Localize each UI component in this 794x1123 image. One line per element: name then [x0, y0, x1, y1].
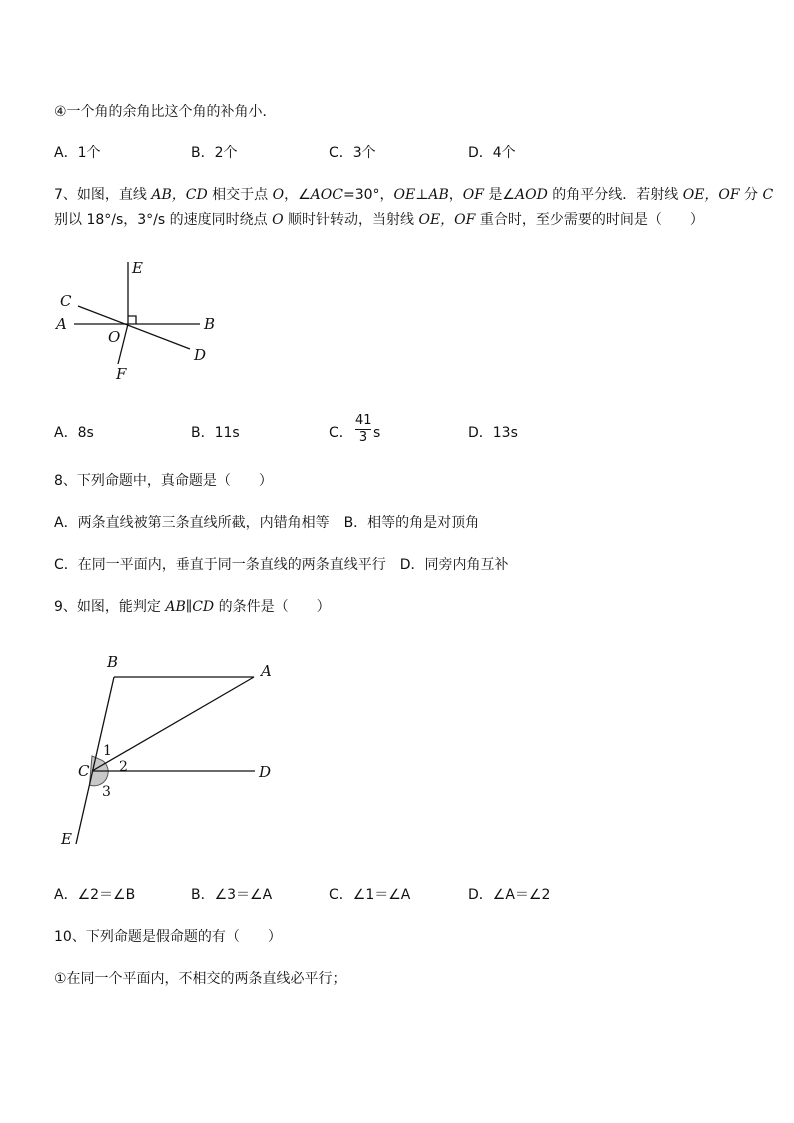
q8-options-ab: A．两条直线被第三条直线所截，内错角相等 B．相等的角是对顶角: [54, 515, 480, 531]
angle-2-label: 2: [119, 759, 128, 775]
label-b: B: [107, 653, 119, 671]
q6-option-a: A．1个: [54, 145, 101, 161]
label-o: O: [108, 328, 121, 346]
label-e: E: [61, 830, 72, 848]
right-angle-mark: [128, 316, 136, 324]
label-e: E: [132, 259, 143, 277]
q7-option-c-fraction: [355, 414, 371, 445]
q9-option-a: A．∠2＝∠B: [54, 887, 136, 903]
angle-1-label: 1: [103, 743, 112, 759]
label-c: C: [60, 292, 72, 310]
q7-option-c-prefix: C．: [329, 425, 353, 441]
q7-option-d: D．13s: [468, 425, 518, 441]
label-a: A: [56, 315, 67, 333]
q6-option-b: B．2个: [191, 145, 238, 161]
label-d: D: [194, 346, 207, 364]
label-d: D: [259, 763, 272, 781]
q7-stem-line1: 7、如图，直线 AB，CD 相交于点 O，∠AOC=30°，OE⊥AB，OF 是∠AOD 的角平分线．若射线 OE，OF 分 C: [54, 187, 774, 203]
q7-option-c-unit: s: [373, 425, 381, 441]
line-be: [76, 677, 114, 844]
q9-figure: [55, 650, 285, 855]
q10-item-1: ①在同一个平面内，不相交的两条直线必平行；: [54, 971, 347, 987]
q8-stem: 8、下列命题中，真命题是（ ）: [54, 473, 273, 489]
q7-figure: [50, 254, 230, 384]
q7-stem-line2: 别以 18°/s，3°/s 的速度同时绕点 O 顺时针转动，当射线 OE，OF 重合时，至少需要的时间是（ ）: [54, 212, 704, 228]
q9-stem: 9、如图，能判定 AB∥CD 的条件是（ ）: [54, 599, 331, 615]
q6-option-c: C．3个: [329, 145, 376, 161]
q7-option-b: B．11s: [191, 425, 240, 441]
fraction-denominator: 3: [358, 430, 368, 445]
angle-3-label: 3: [102, 784, 111, 800]
label-f: F: [116, 365, 127, 383]
q8-options-cd: C．在同一平面内，垂直于同一条直线的两条直线平行 D．同旁内角互补: [54, 557, 509, 573]
q9-option-d: D．∠A＝∠2: [468, 887, 551, 903]
fraction-numerator: 41: [355, 413, 372, 428]
label-b: B: [204, 315, 216, 333]
label-a: A: [261, 662, 272, 680]
q6-statement-4: ④一个角的余角比这个角的补角小．: [54, 104, 277, 120]
q10-stem: 10、下列命题是假命题的有（ ）: [54, 929, 282, 945]
q7-option-a: A．8s: [54, 425, 94, 441]
q6-option-d: D．4个: [468, 145, 516, 161]
q9-option-b: B．∠3＝∠A: [191, 887, 273, 903]
label-c: C: [78, 762, 90, 780]
q9-option-c: C．∠1＝∠A: [329, 887, 411, 903]
line-cd: [78, 306, 190, 349]
line-ac: [92, 677, 254, 771]
